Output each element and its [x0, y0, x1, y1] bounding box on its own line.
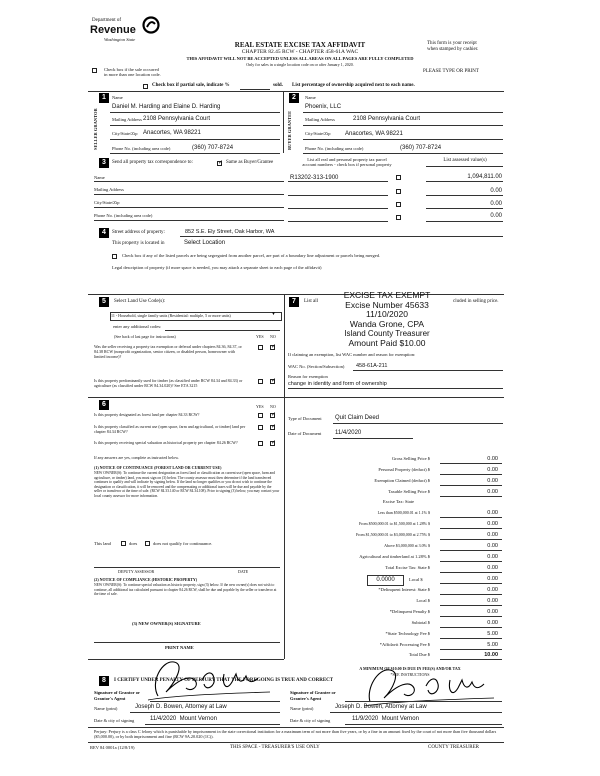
- tax-label: Agricultural and timberland at 1.28% $: [359, 554, 430, 559]
- personal-property-checkbox[interactable]: [396, 202, 401, 207]
- exemption-claim-label: If claiming an exemption, list WAC number and reason for exemption:: [288, 352, 416, 357]
- assessed-value[interactable]: 0.00: [490, 213, 502, 219]
- tax-value[interactable]: 0.00: [487, 543, 498, 549]
- delinquent-state-value[interactable]: 0.00: [487, 587, 498, 593]
- print-name-line: [94, 642, 280, 643]
- section6-top: [88, 397, 284, 398]
- seller-mail-label: Mailing Address: [112, 117, 142, 122]
- county-treasurer: COUNTY TREASURER: [428, 745, 479, 750]
- s6-q2: Is this property classified as current use (open space, farm and agricultural, or timber) land per chapter 84.34 RCW?: [94, 424, 246, 434]
- perjury-bottom: [88, 742, 504, 743]
- tax-label: Above $3,000,000 at 3.0% $: [384, 543, 430, 548]
- total-due-label: Total Due $: [408, 652, 430, 657]
- tax-line: [440, 550, 502, 551]
- tax-line: [440, 517, 502, 518]
- section-6-number: 6: [99, 400, 109, 410]
- street-label: Street address of property:: [112, 230, 165, 235]
- section-4-number: 4: [99, 228, 109, 238]
- delinquent-penalty-label: *Delinquent Penalty $: [389, 609, 430, 614]
- tax-value[interactable]: 0.00: [487, 554, 498, 560]
- land-use-select[interactable]: [110, 312, 282, 321]
- certify-statement: I CERTIFY UNDER PENALTY OF PERJURY THAT THE FOREGOING IS TRUE AND CORRECT: [114, 678, 334, 683]
- yes-header: YES: [256, 334, 264, 339]
- does-checkbox[interactable]: [121, 541, 126, 546]
- s3-city-line: [94, 207, 284, 208]
- additional-codes-input[interactable]: [165, 330, 280, 331]
- section-2-number: 2: [289, 93, 299, 103]
- s3-name-line: [94, 181, 284, 182]
- seller-mail-line: [110, 125, 280, 126]
- same-as-buyer-checkbox[interactable]: [217, 161, 222, 166]
- local-rate-value: 0.0000: [376, 577, 395, 583]
- grantor-sig-label: Signature of Grantor or Grantor's Agent: [94, 690, 140, 701]
- s5-q2-no[interactable]: [270, 379, 275, 384]
- value-line: [426, 181, 503, 182]
- buyer-city[interactable]: Anacortes, WA 98221: [345, 131, 403, 137]
- section-7-number: 7: [289, 297, 299, 307]
- delinquent-local-label: Local $: [416, 598, 430, 603]
- form-chapter: CHAPTER 82.45 RCW - CHAPTER 458-61A WAC: [241, 49, 359, 55]
- partial-sale-checkbox[interactable]: [143, 84, 148, 89]
- s6-q1-yes[interactable]: [258, 413, 263, 418]
- local-label: Local $: [409, 577, 423, 582]
- dept-line2: Revenue: [90, 24, 136, 36]
- excise-state-label: Excise Tax: State: [382, 499, 414, 504]
- reason-label: Reason for exemption: [288, 374, 328, 379]
- deputy-line: [94, 567, 280, 568]
- reason-line: [288, 388, 503, 389]
- seller-name[interactable]: Daniel M. Harding and Elaine D. Harding: [112, 104, 221, 110]
- proc-fee-value[interactable]: 5.00: [487, 642, 498, 648]
- delinquent-state-line: [440, 594, 502, 595]
- s3-mail-label: Mailing Address: [94, 187, 124, 192]
- personal-property-checkbox[interactable]: [396, 175, 401, 180]
- stamp-line3: 11/10/2020: [366, 309, 408, 319]
- delinquent-penalty-value[interactable]: 0.00: [487, 609, 498, 615]
- legal-description-label: Legal description of property (if more space is needed, you may attach a separate sheet to each page of the affidavit): [112, 265, 322, 270]
- subtotal-value[interactable]: 0.00: [487, 620, 498, 626]
- grantor-signature[interactable]: [140, 652, 280, 704]
- section567-divider: [284, 294, 285, 659]
- personal-property-included: cluded in selling price.: [453, 299, 499, 304]
- s3-phone-label: Phone No. (including area code): [94, 213, 153, 218]
- dor-swirl-icon: [142, 16, 160, 34]
- s6-q2-no[interactable]: [270, 425, 275, 430]
- section-8-number: 8: [99, 676, 109, 686]
- delinquent-penalty-line: [440, 616, 502, 617]
- parcel-number[interactable]: R13202-313-1900: [290, 175, 339, 181]
- buyer-side-label: BUYER GRANTEE: [287, 110, 292, 150]
- notice1-title: (1) NOTICE OF CONTINUANCE (FOREST LAND OR CURRENT USE): [94, 465, 222, 470]
- value-line: [426, 221, 503, 222]
- grantor-name-line: [130, 712, 280, 713]
- excise-exempt-stamp: [322, 291, 452, 348]
- buyer-mail-label: Mailing Address: [305, 117, 335, 122]
- assessed-header: List assessed value(s): [443, 158, 487, 163]
- s6-q3-yes[interactable]: [258, 441, 263, 446]
- stamp-line2: Excise Number 45633: [345, 299, 429, 310]
- assessed-header-line: [426, 166, 503, 167]
- proc-fee-label: *Affidavit Processing Fee $: [379, 642, 430, 647]
- section12-divider: [283, 91, 284, 153]
- section12-top: [88, 91, 504, 92]
- enter-additional-label: enter any additional codes:: [113, 324, 162, 329]
- tax-value[interactable]: 0.00: [487, 565, 498, 571]
- grantor-date-label: Date & city of signing: [94, 718, 135, 723]
- tech-fee-line: [440, 638, 502, 639]
- buyer-phone[interactable]: (360) 707-8724: [400, 145, 442, 151]
- buyer-mail[interactable]: 2108 Pennsylvania Court: [353, 116, 421, 122]
- tax-label: Taxable Selling Price $: [388, 489, 430, 494]
- same-as-buyer-label: Same as Buyer/Grantee: [226, 160, 274, 165]
- multi-location-checkbox[interactable]: [92, 68, 97, 73]
- grantee-signature[interactable]: [360, 660, 500, 710]
- value-line: [426, 195, 503, 196]
- s6-q3-no[interactable]: [270, 441, 275, 446]
- doc-type-line: [333, 423, 503, 424]
- segregated-label: Check box if any of the listed parcels are being segregated from another parcel, are part of a boundary line adjustment or parcels being merged.: [122, 253, 381, 258]
- tech-fee-label: *State Technology Fee $: [385, 631, 430, 636]
- tax-value[interactable]: 0.00: [487, 510, 498, 516]
- tax-line: [440, 463, 502, 464]
- partial-sale-percent[interactable]: [240, 89, 270, 90]
- parcel-list-header2: account numbers - check box if personal property: [302, 162, 392, 167]
- does-label: does: [129, 541, 138, 546]
- see-instructions: *SEE INSTRUCTIONS: [390, 672, 430, 677]
- does-not-checkbox[interactable]: [145, 541, 150, 546]
- s6-q1-no[interactable]: [270, 413, 275, 418]
- section-3-number: 3: [99, 158, 109, 168]
- local-line: [440, 583, 502, 584]
- receipt-note2: when stamped by cashier.: [427, 47, 479, 52]
- tax-value[interactable]: 0.00: [487, 456, 498, 462]
- buyer-phone-label: Phone No. (including area code): [305, 146, 364, 151]
- grantor-name-label: Name (print): [94, 706, 118, 711]
- tax-line: [440, 561, 502, 562]
- stamp-line4: Wanda Grone, CPA: [349, 318, 425, 329]
- wac-number[interactable]: 458-61A-211: [356, 363, 388, 369]
- perjury-top: [88, 727, 504, 728]
- new-owner-signature-label: (3) NEW OWNER(S) SIGNATURE: [132, 621, 201, 626]
- delinquent-state-label: *Delinquent Interest: State $: [378, 587, 430, 592]
- see-back-label: (See back of last page for instructions): [114, 334, 176, 339]
- buyer-mail-line: [303, 125, 503, 126]
- notice2-title: (2) NOTICE OF COMPLIANCE (HISTORIC PROPERTY): [94, 577, 198, 582]
- seller-name-line: [110, 112, 280, 113]
- buyer-phone-line: [303, 153, 503, 154]
- seller-mail[interactable]: 2108 Pennsylvania Court: [143, 116, 211, 122]
- multi-location-label2: in more than one location code.: [104, 72, 161, 77]
- tech-fee-value[interactable]: 5.00: [487, 631, 498, 637]
- stamp-line1: EXCISE TAX EXEMPT: [343, 290, 431, 300]
- type-or-print: PLEASE TYPE OR PRINT: [423, 69, 479, 74]
- s3-mail-line: [94, 194, 284, 195]
- grantor-sig-line: [150, 701, 280, 702]
- tax-line: [440, 485, 502, 486]
- value-line: [426, 208, 503, 209]
- dor-logo: [90, 18, 160, 58]
- seller-city-label: City/State/Zip: [112, 131, 138, 136]
- assessed-value[interactable]: 0.00: [490, 201, 502, 207]
- tax-label: From $500,000.01 to $1,500,000 at 1.28% $: [359, 521, 430, 526]
- s6-q2-yes[interactable]: [258, 425, 263, 430]
- s5-q2: Is this property predominantly used for timber (as classified under RCW 84.34 and 84.33) or agriculture (as classified under RCW 84.34.020)? See ETA 3215: [94, 378, 243, 388]
- s3-name-label: Name: [94, 175, 105, 180]
- local-value[interactable]: 0.00: [487, 576, 498, 582]
- delinquent-local-line: [440, 605, 502, 606]
- tax-line: [440, 474, 502, 475]
- grantee-sig-line: [345, 701, 502, 702]
- list-all-label: List all: [304, 299, 319, 304]
- subtotal-line: [440, 627, 502, 628]
- minimum-due-note: A MINIMUM OF $10.00 IS DUE IN FEE(S) AND/OR TAX: [359, 666, 461, 671]
- grantee-date-city[interactable]: 11/9/2020 Mount Vernon: [352, 716, 419, 722]
- stamp-line6: Amount Paid $10.00: [348, 337, 426, 348]
- send-correspondence-label: Send all property tax correspondence to:: [112, 160, 193, 165]
- location-select[interactable]: Select Location: [184, 240, 226, 246]
- s5-q1-no[interactable]: [270, 345, 275, 350]
- no-header: NO: [270, 334, 276, 339]
- land-use-label: Select Land Use Code(s):: [114, 299, 166, 304]
- document-type[interactable]: Quit Claim Deed: [335, 415, 380, 421]
- segregated-checkbox[interactable]: [112, 254, 117, 259]
- seller-phone-label: Phone No. (including area code): [112, 146, 171, 151]
- land-use-value: 11 - Household, single family units (Residential: multiple, 5 or more units): [111, 313, 231, 318]
- multi-location-label: Check box if the sale occurred: [104, 67, 159, 72]
- section-5-number: 5: [99, 297, 109, 307]
- tax-value[interactable]: 0.00: [487, 478, 498, 484]
- s6-no-header: NO: [270, 404, 276, 409]
- grantor-date-line: [145, 724, 280, 725]
- form-warning: THIS AFFIDAVIT WILL NOT BE ACCEPTED UNLESS ALL AREAS ON ALL PAGES ARE FULLY COMPLETED: [186, 56, 414, 61]
- buyer-city-line: [303, 139, 503, 140]
- s5-q2-yes[interactable]: [258, 379, 263, 384]
- grantee-date-line: [345, 724, 502, 725]
- dept-line1: Department of: [92, 18, 122, 23]
- s3-city-label: City/State/Zip: [94, 200, 120, 205]
- tax-label: From $1,500,000.01 to $3,000,000 at 2.75% $: [356, 532, 430, 537]
- tax-label: Exemption Claimed (deduct) $: [374, 478, 430, 483]
- grantee-name-line: [330, 712, 502, 713]
- assessed-value[interactable]: 1,094,811.00: [467, 174, 502, 180]
- notice2-body: NEW OWNER(S): To continue special valuation as historic property, sign (3) below. If the new owner(s) does not wish to continue, all additional tax calculated pursuant to chapter 84.26 RCW, shall be due and payable by the seller or transferor at the time of sale.: [94, 583, 277, 597]
- parcel-list-header1: List all real and personal property tax parcel: [307, 157, 387, 162]
- partial-sale-label: Check box if partial sale, indicate %: [152, 83, 230, 88]
- personal-property-checkbox[interactable]: [396, 189, 401, 194]
- tax-value[interactable]: 0.00: [487, 489, 498, 495]
- chevron-down-icon[interactable]: ▼: [271, 312, 276, 317]
- form-revision: REV 84 0001a (12/8/19): [90, 745, 135, 750]
- doc-type-label: Type of Document: [288, 416, 322, 421]
- tax-line: [440, 539, 502, 540]
- does-not-label: does not qualify for continuance.: [153, 541, 213, 546]
- tax-value[interactable]: 0.00: [487, 467, 498, 473]
- perjury-statement: Perjury: Perjury is a class C felony which is punishable by imprisonment in the state correctional institution for a maximum term of not more than five years, or by a fine in an amount fixed by the court of not more than five thousand dollars ($5,000.00), or by both imprisonment and fine (RCW 9A.20.020 (1C)).: [94, 729, 497, 740]
- s5-q1: Was the seller receiving a property tax exemption or deferral under chapters 84.36, 84.37, or 84.38 RCW (nonprofit organization, senior citizen, or disabled person, homeowner with limited income)?: [94, 344, 242, 359]
- print-name-label: PRINT NAME: [165, 645, 194, 650]
- partial-sold-label: sold.: [273, 83, 283, 88]
- seller-name-label: Name: [112, 95, 123, 100]
- s3-phone-line: [94, 220, 284, 221]
- s6-yes-header: YES: [256, 404, 264, 409]
- seller-city-line: [110, 139, 280, 140]
- if-any-yes: If any answers are yes, complete as instructed below.: [94, 455, 179, 460]
- wac-label: WAC No. (Section/Subsection): [288, 364, 345, 369]
- deputy-label: DEPUTY ASSESSOR: [118, 569, 155, 574]
- parcel-line: [288, 208, 388, 209]
- this-land-label: This land: [94, 541, 111, 546]
- seller-city[interactable]: Anacortes, WA 98221: [143, 130, 201, 136]
- s6-q3: Is this property receiving special valuation as historical property per chapter 84.26 RCW?: [94, 440, 238, 445]
- doc-date-line: [333, 438, 413, 439]
- doc-date-label: Date of Document: [288, 431, 322, 436]
- assessed-value[interactable]: 0.00: [490, 188, 502, 194]
- buyer-name-line: [303, 112, 503, 113]
- delinquent-local-value[interactable]: 0.00: [487, 598, 498, 604]
- buyer-name[interactable]: Phoenix, LLC: [305, 104, 342, 110]
- grantee-sig-label: Signature of Grantee or Grantee's Agent: [290, 690, 336, 701]
- street-line: [180, 236, 503, 237]
- personal-property-checkbox[interactable]: [396, 215, 401, 220]
- stamp-line5: Island County Treasurer: [344, 329, 430, 338]
- doc-top-line: [284, 397, 504, 398]
- form-title: REAL ESTATE EXCISE TAX AFFIDAVIT: [234, 41, 366, 49]
- form-sub: Only for sales in a single location code on or after January 1, 2020.: [246, 62, 354, 67]
- document-date[interactable]: 11/4/2020: [335, 430, 362, 436]
- parcel-line: [288, 195, 388, 196]
- grantee-name[interactable]: Joseph D. Bowen, Attorney at Law: [335, 704, 427, 710]
- local-rate-input[interactable]: [367, 575, 404, 586]
- notice1-body: NEW OWNER(S): To continue the current designation as forest land or classification as current use (open space, farm and agriculture, or timber) land, you must sign on (3) below. The county assessor must then determine if the land transferred continues to qualify and will indicate by signing below. If the land no longer qualifies or you do not wish to continue the designation or classification, it will be removed and the compensating or additional taxes will be due and payable by the seller or transferor at the time of sale. (RCW 84.33.140 or RCW 84.34.108). Prior to signing (3) below, you may contact your local county assessor for more information.: [94, 471, 280, 498]
- parcel-line: [288, 221, 388, 222]
- s6-q1: Is this property designated as forest land per chapter 84.33 RCW?: [94, 412, 200, 417]
- seller-phone-line: [110, 153, 280, 154]
- dept-line3: Washington State: [104, 37, 136, 42]
- deputy-date-label: DATE: [238, 569, 249, 574]
- street-address[interactable]: 852 S.E. Ely Street, Oak Harbor, WA: [185, 229, 275, 235]
- seller-phone[interactable]: (360) 707-8724: [192, 145, 234, 151]
- located-label: This property is located in: [112, 241, 165, 246]
- grantor-name[interactable]: Joseph D. Bowen, Attorney at Law: [135, 704, 227, 710]
- tax-value[interactable]: 0.00: [487, 532, 498, 538]
- tax-value[interactable]: 0.00: [487, 521, 498, 527]
- exemption-reason[interactable]: change in identity and form of ownership: [288, 381, 387, 387]
- seller-side-label: SELLER GRANTOR: [93, 108, 98, 150]
- grantee-name-label: Name (print): [290, 706, 314, 711]
- tax-line: [440, 496, 502, 497]
- tax-label: Personal Property (deduct) $: [378, 467, 430, 472]
- grantor-date-city[interactable]: 11/4/2020 Mount Vernon: [150, 716, 217, 722]
- list-percentage-label: List percentage of ownership acquired next to each name.: [292, 83, 415, 88]
- tax-label: Total Excise Tax: State $: [385, 565, 430, 570]
- treasurer-use-only: THIS SPACE - TREASURER'S USE ONLY: [230, 745, 320, 750]
- tax-label: Less than $500,000.01 at 1.1% $: [377, 510, 430, 515]
- grantee-date-label: Date & city of signing: [290, 718, 331, 723]
- total-due-value[interactable]: 10.00: [484, 652, 498, 658]
- section-1-number: 1: [99, 93, 109, 103]
- buyer-city-label: City/State/Zip: [305, 131, 331, 136]
- tax-label: Gross Selling Price $: [391, 456, 430, 461]
- tax-line: [440, 572, 502, 573]
- wac-line: [353, 370, 503, 371]
- s5-q1-yes[interactable]: [258, 345, 263, 350]
- receipt-note1: This form is your receipt: [427, 41, 477, 46]
- tax-line: [440, 528, 502, 529]
- proc-fee-line: [440, 649, 502, 650]
- buyer-name-label: Name: [305, 95, 316, 100]
- subtotal-label: Subtotal $: [411, 620, 430, 625]
- parcel-line: [288, 181, 388, 182]
